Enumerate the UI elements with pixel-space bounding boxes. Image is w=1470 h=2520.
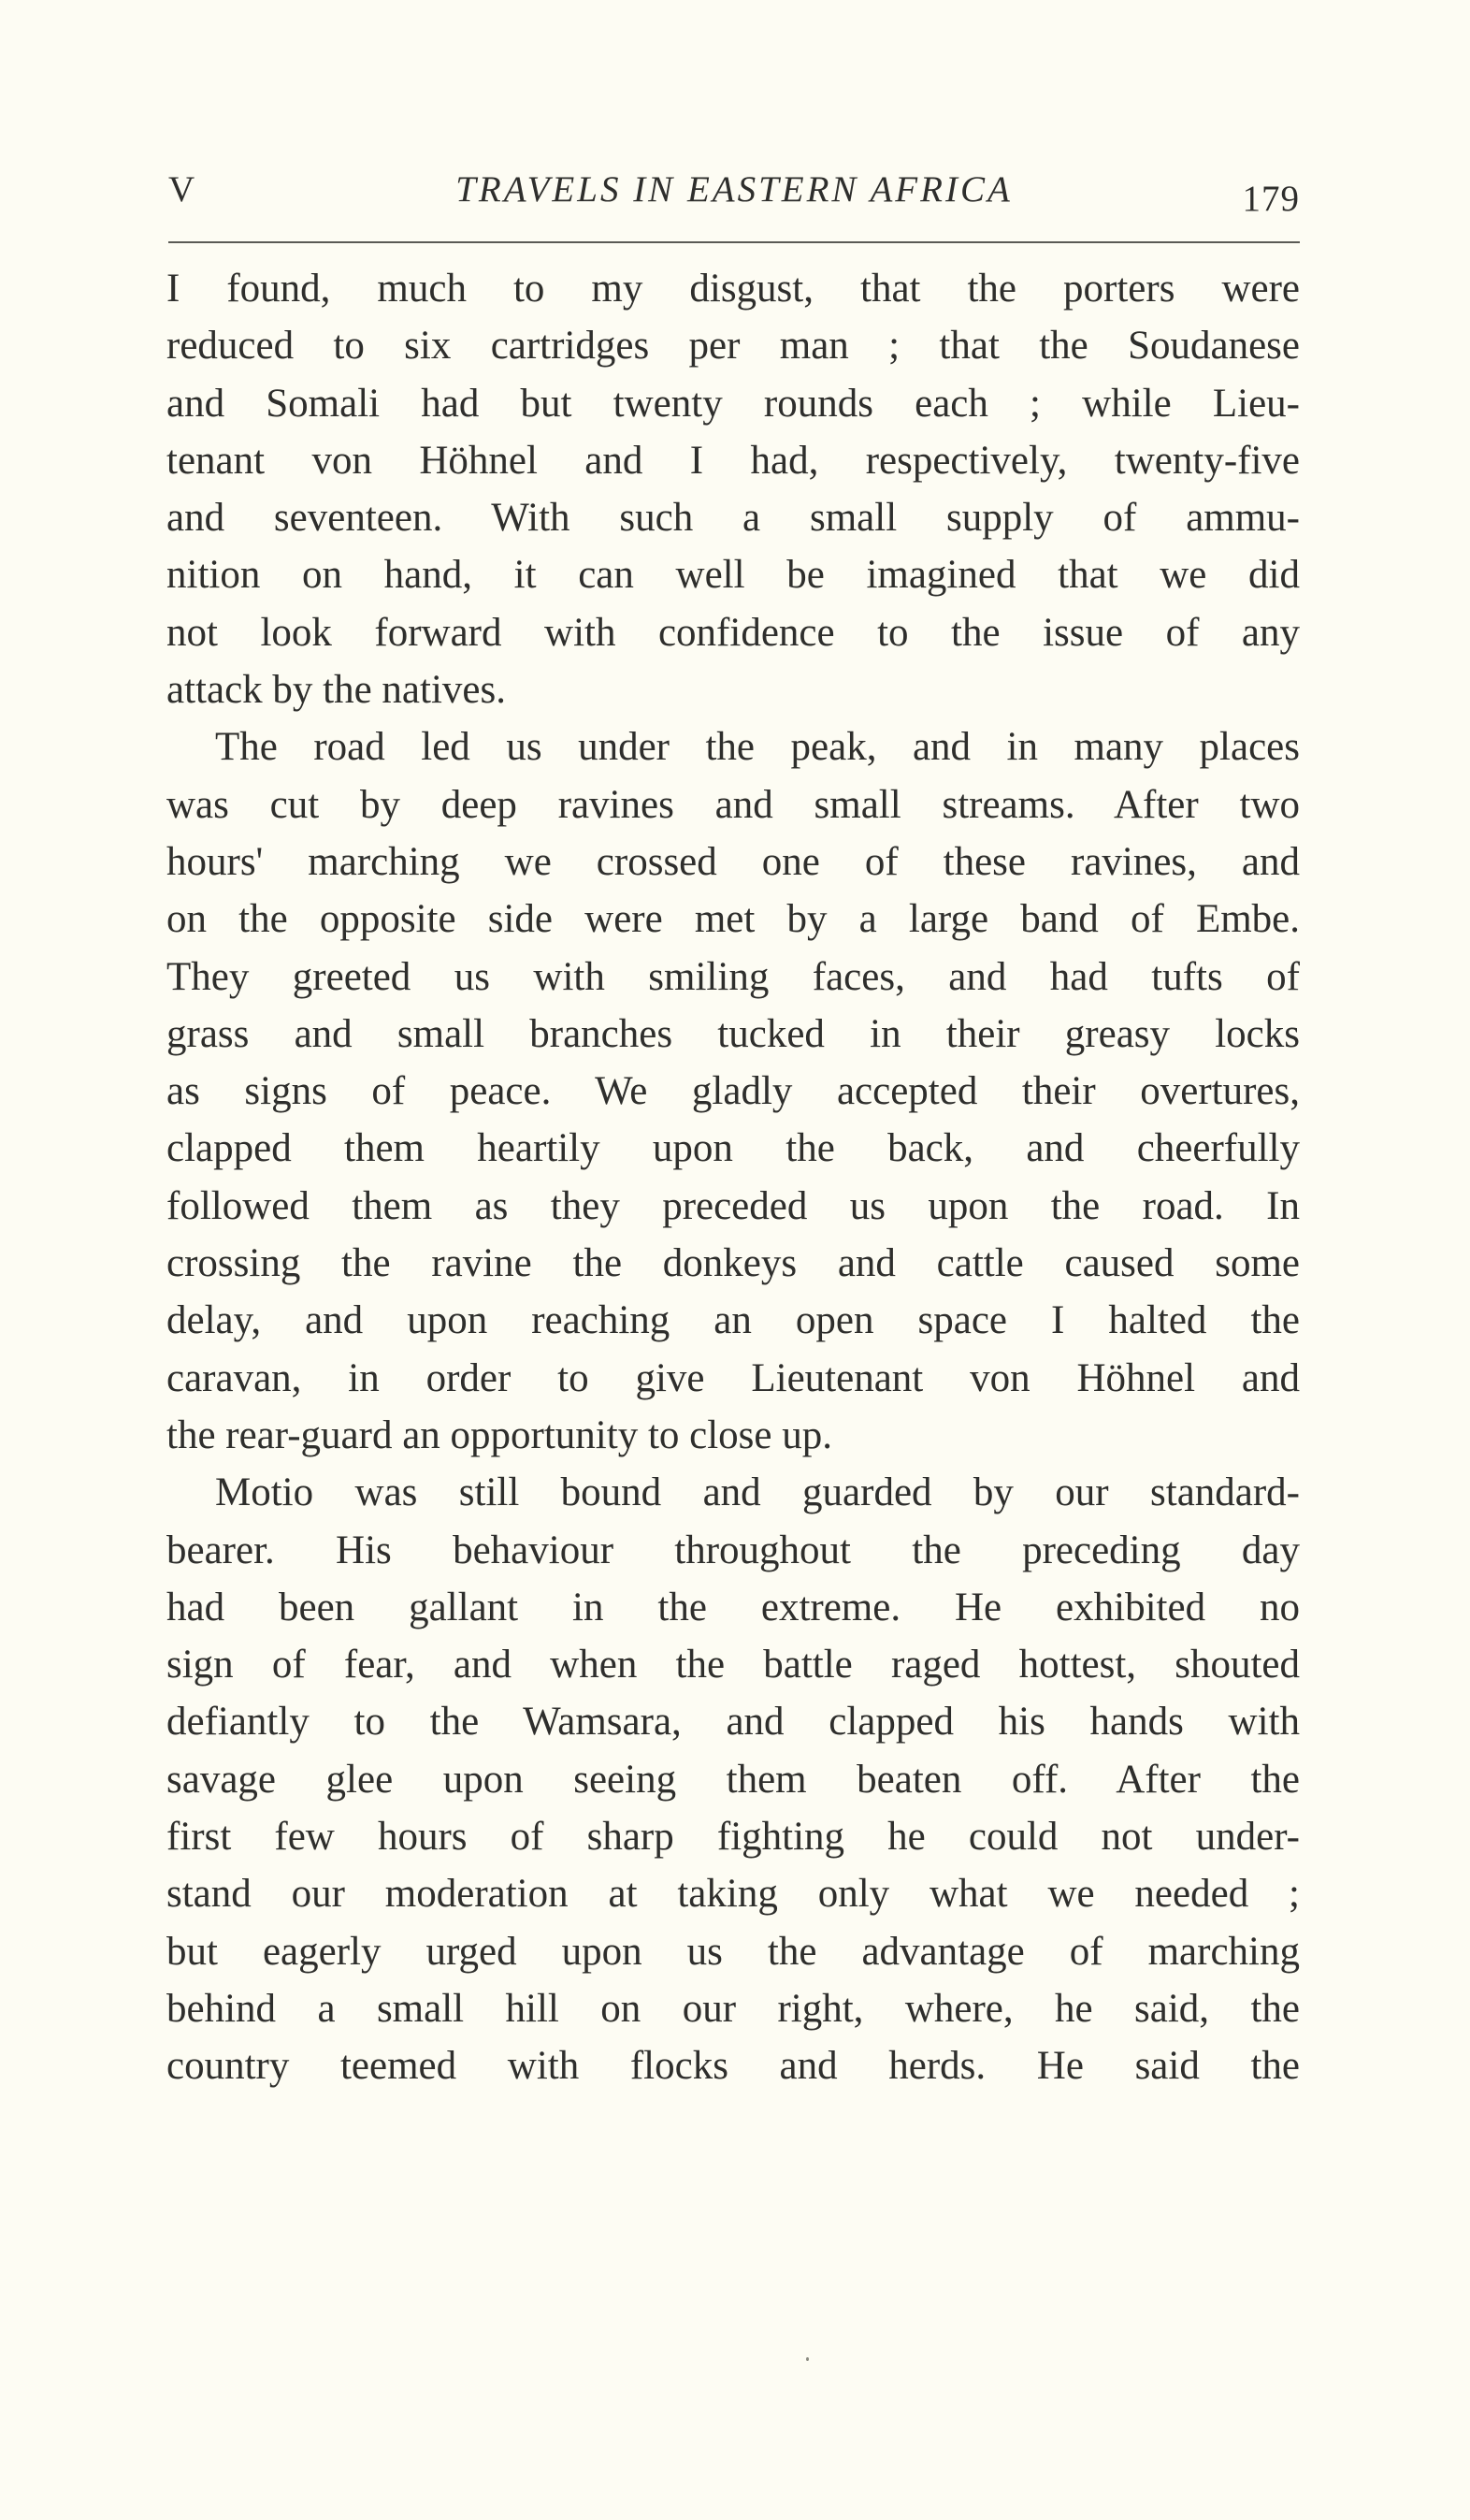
text-line: nition on hand, it can well be imagined that we did bbox=[166, 553, 1300, 598]
text-line: sign of fear, and when the battle raged hottest, shouted bbox=[166, 1643, 1300, 1687]
text-line: had been gallant in the extreme. He exhibited no bbox=[166, 1585, 1300, 1629]
page-number: 179 bbox=[1242, 179, 1300, 219]
text-line: grass and small branches tucked in their greasy locks bbox=[166, 1011, 1300, 1056]
header-rule bbox=[168, 241, 1300, 243]
text-line: country teemed with flocks and herds. He said the bbox=[166, 2044, 1300, 2089]
paragraph-3 bbox=[166, 1464, 1300, 2094]
text-line: savage glee upon seeing them beaten off. After the bbox=[166, 1757, 1300, 1802]
text-line: tenant von Höhnel and I had, respectively, twenty-five bbox=[166, 438, 1300, 483]
text-line: delay, and upon reaching an open space I halted the bbox=[166, 1298, 1300, 1343]
text-line: but eagerly urged upon us the advantage of marching bbox=[166, 1929, 1300, 1974]
text-line: behind a small hill on our right, where, he said, the bbox=[166, 1986, 1300, 2031]
text-line: crossing the ravine the donkeys and cattle caused some bbox=[166, 1241, 1300, 1286]
text-line: bearer. His behaviour throughout the preceding day bbox=[166, 1528, 1300, 1572]
text-line: reduced to six cartridges per man ; that the Soudanese bbox=[166, 324, 1300, 369]
paper-speck bbox=[806, 2357, 809, 2361]
text-line: followed them as they preceded us upon the road. In bbox=[166, 1183, 1300, 1228]
text-line: I found, much to my disgust, that the porters were bbox=[166, 267, 1300, 311]
text-line: not look forward with confidence to the issue of any bbox=[166, 610, 1300, 655]
text-line: The road led us under the peak, and in many places bbox=[215, 725, 1300, 770]
text-line: and seventeen. With such a small supply of ammu- bbox=[166, 496, 1300, 541]
text-line: defiantly to the Wamsara, and clapped his hands with bbox=[166, 1700, 1300, 1745]
text-line: was cut by deep ravines and small streams. After two bbox=[166, 782, 1300, 827]
text-line: stand our moderation at taking only what we needed ; bbox=[166, 1872, 1300, 1917]
paragraph-2 bbox=[166, 718, 1300, 1464]
text-line: and Somali had but twenty rounds each ; while Lieu- bbox=[166, 381, 1300, 426]
text-line: the rear-guard an opportunity to close up. bbox=[166, 1412, 832, 1457]
text-line: attack by the natives. bbox=[166, 668, 506, 713]
text-line: They greeted us with smiling faces, and had tufts of bbox=[166, 954, 1300, 999]
text-line: Motio was still bound and guarded by our standard- bbox=[215, 1470, 1300, 1515]
body-text bbox=[166, 260, 1300, 2095]
text-line: as signs of peace. We gladly accepted their overtures, bbox=[166, 1069, 1300, 1114]
text-line: on the opposite side were met by a large band of Embe. bbox=[166, 897, 1300, 942]
chapter-number: V bbox=[168, 169, 196, 210]
text-line: hours' marching we crossed one of these ravines, and bbox=[166, 839, 1300, 884]
text-line: first few hours of sharp fighting he could not under- bbox=[166, 1815, 1300, 1860]
running-title: TRAVELS IN EASTERN AFRICA bbox=[455, 169, 1013, 210]
text-line: caravan, in order to give Lieutenant von Höhnel and bbox=[166, 1355, 1300, 1400]
running-head bbox=[168, 167, 1300, 223]
text-line: clapped them heartily upon the back, and cheerfully bbox=[166, 1126, 1300, 1171]
paragraph-1 bbox=[166, 260, 1300, 718]
